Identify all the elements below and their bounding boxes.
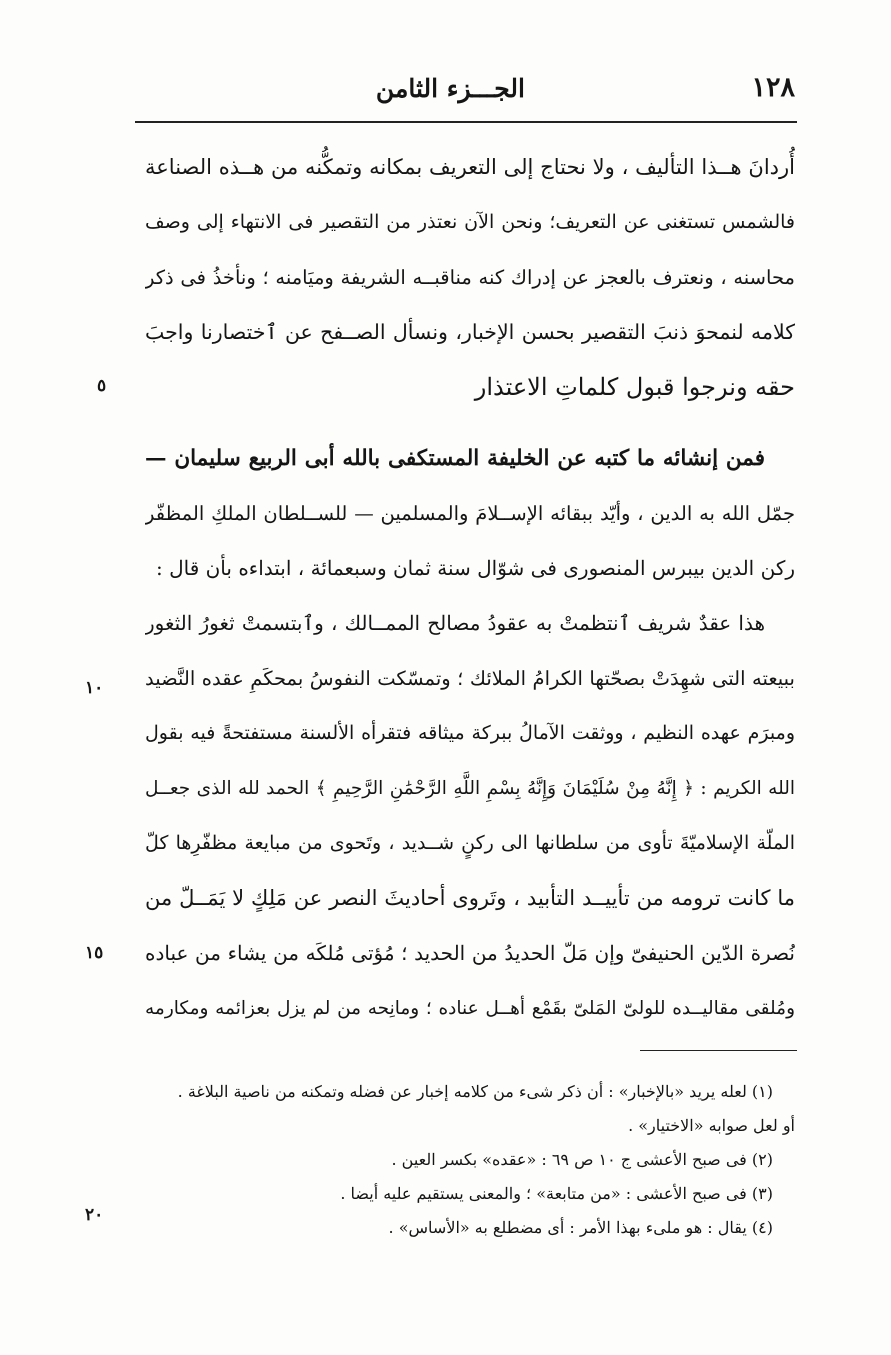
running-title: الجـــزء الثامن [375, 74, 525, 103]
text-line: ببيعته التى شهِدَتْ بصحّتها الكرامُ الملائك ؛ وتمسّكت النفوسُ بمحكَمِ عقده النَّضيد [145, 667, 795, 690]
footnote-4: (٤) يقال : هو ملىء بهذا الأمر : أى مضطلع به «الأساس» . [388, 1218, 773, 1237]
text-line: جمّل الله به الدين ، وأيّد ببقائه الإســلامَ والمسلمين — للســلطان الملكِ المظفّر [145, 502, 795, 525]
main-text [145, 140, 795, 1036]
line-number-15: ١٥ [85, 943, 104, 963]
line-number-5: ٥ [97, 376, 107, 396]
line-number-20: ٢٠ [85, 1205, 104, 1225]
footnote-1-continued: أو لعل صوابه «الاختيار» . [628, 1116, 795, 1135]
header-rule [135, 121, 797, 123]
footnote-2: (٢) فى صبح الأعشى ج ١٠ ص ٦٩ : «عقده» بكسر العين . [391, 1150, 773, 1169]
text-line: حقه ونرجوا قبول كلماتِ الاعتذار [474, 373, 795, 401]
footnote-1: (١) لعله يريد «بالإخبار» : أن ذكر شىء من كلامه إخبار عن فضله وتمكنه من ناصية البلاغة . [177, 1082, 773, 1101]
text-line: كلامه لنمحوَ ذنبَ التقصير بحسن الإخبار، ونسأل الصــفح عن ٱختصارنا واجبَ [145, 320, 795, 344]
footnotes [135, 1075, 795, 1245]
text-line: هذا عقدٌ شريف ٱنتظمتْ به عقودُ مصالح الممــالك ، وٱبتسمتْ ثغورُ الثغور [145, 611, 765, 635]
footnote-rule [640, 1050, 797, 1051]
page-header [135, 70, 795, 116]
page-number: ١٢٨ [751, 72, 795, 103]
text-line: ومبرَم عهده النظيم ، ووثقت الآمالُ ببركة ميثاقه فتقرأه الألسنة مستفتحةً فيه بقول [145, 722, 795, 744]
text-line: الله الكريم : ﴿ إِنَّهُ مِنْ سُلَيْمَانَ وَإِنَّهُ بِسْمِ اللَّهِ الرَّحْمَٰنِ الرَّحِيمِ ﴾ الحمد لله الذى جعــل [145, 778, 795, 799]
footnote-3: (٣) فى صبح الأعشى : «من متابعة» ؛ والمعنى يستقيم عليه أيضا . [340, 1184, 773, 1203]
line-number-10: ١٠ [85, 678, 104, 698]
text-line: ما كانت ترومه من تأييــد التأبيد ، وتَروى أحاديثَ النصر عن مَلِكٍ لا يَمَــلّ من [145, 886, 795, 910]
text-line: ركن الدين بيبرس المنصورى فى شوّال سنة ثمان وسبعمائة ، ابتداءه بأن قال : [155, 556, 795, 580]
section-heading: فمن إنشائه ما كتبه عن الخليفة المستكفى بالله أبى الربيع سليمان — [145, 446, 766, 471]
text-line: فالشمس تستغنى عن التعريف؛ ونحن الآن نعتذر من التقصير فى الانتهاء إلى وصف [145, 211, 795, 233]
text-line: ومُلقى مقاليــده للولىّ المَلىّ بقَمْع أهــل عناده ؛ ومانِحه من لم يزل بعزائمه ومكارمه [145, 998, 795, 1019]
text-line: الملّة الإسلاميّةَ تأوى من سلطانها الى ركنٍ شــديد ، وتَحوى من مبايعة مظفّرِها كلّ [145, 832, 795, 854]
text-line: نُصرة الدّين الحنيفىّ وإن مَلّ الحديدُ من الحديد ؛ مُؤتى مُلكَه من يشاء من عباده [145, 941, 795, 965]
text-line: محاسنه ، ونعترف بالعجز عن إدراك كنه مناقبــه الشريفة وميَامنه ؛ ونأخذُ فى ذكر [145, 266, 795, 289]
text-line: أُردانَ هــذا التأليف ، ولا نحتاج إلى التعريف بمكانه وتمكُّنه من هــذه الصناعة [145, 155, 795, 179]
